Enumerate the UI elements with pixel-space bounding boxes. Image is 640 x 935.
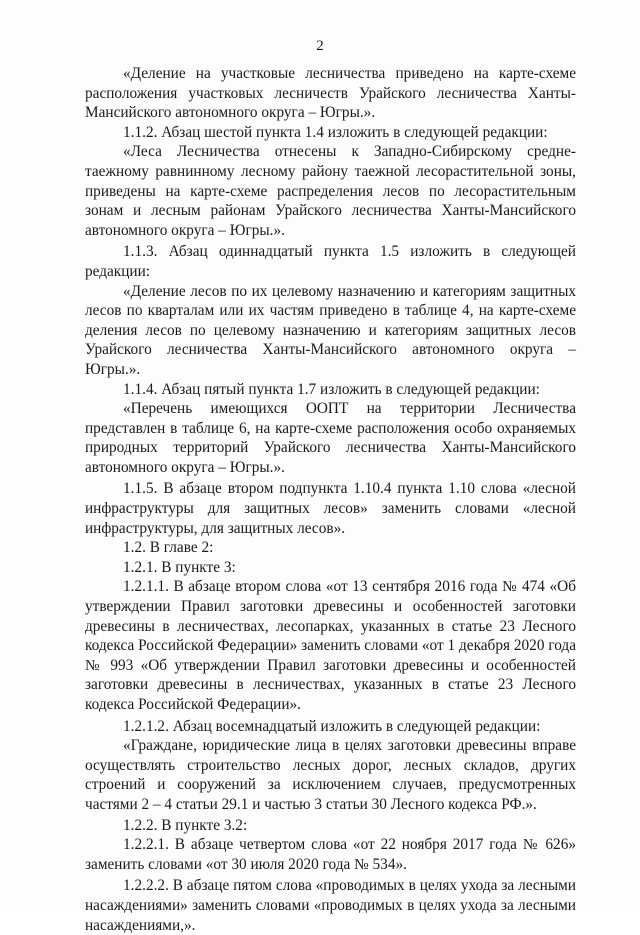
paragraph-7: «Перечень имеющихся ООПТ на территории Лесничества представлен в таблице 6, на карте-схеме расположения особо охраняемых природных территорий Урайского лесничества Ханты-Мансийского автономного округа – Югры.». (85, 400, 576, 476)
paragraph-14: 1.2.2. В пункте 3.2: (123, 816, 248, 834)
paragraph-3: «Леса Лесничества отнесены к Западно-Сибирскому средне-таежному равнинному лесному району таежной лесорастительной зоны, приведены на карте-схеме распределения лесов по лесорастительным зонам и лесным районам Урайского лесничества Ханты-Мансийского автономного округа – Югры.». (85, 143, 576, 239)
paragraph-1: «Деление на участковые лесничества приведено на карте-схеме расположения участковых лесничеств Урайского лесничества Ханты-Мансийского автономного округа – Югры.». (85, 65, 576, 122)
document-body (85, 64, 576, 935)
paragraph-2: 1.1.2. Абзац шестой пункта 1.4 изложить в следующей редакции: (123, 123, 548, 141)
paragraph-4: 1.1.3. Абзац одиннадцатый пункта 1.5 изложить в следующей редакции: (85, 243, 576, 280)
paragraph-11: 1.2.1.1. В абзаце втором слова «от 13 сентября 2016 года № 474 «Об утверждении Правил заготовки древесины и особенностей заготовки древесины в лесничествах, лесопарках, указанных в статье 23 Лесного кодекса Российской Федерации» заменить словами «от 1 декабря 2020 года № 993 «Об утверждении Правил заготовки древесины и особенностей заготовки древесины в лесничествах, указанных в статье 23 Лесного кодекса Российской Федерации». (85, 578, 576, 713)
paragraph-15: 1.2.2.1. В абзаце четвертом слова «от 22 ноября 2017 года № 626» заменить словами «от 30 июля 2020 года № 534». (85, 836, 576, 873)
paragraph-6: 1.1.4. Абзац пятый пункта 1.7 изложить в следующей редакции: (123, 380, 540, 398)
paragraph-12: 1.2.1.2. Абзац восемнадцатый изложить в следующей редакции: (123, 717, 541, 735)
paragraph-13: «Граждане, юридические лица в целях заготовки древесины вправе осуществлять строительство лесных дорог, лесных складов, других строений и сооружений за исключением случаев, предусмотренных частями 2 – 4 статьи 29.1 и частью 3 статьи 30 Лесного кодекса РФ.». (85, 737, 576, 813)
page-number: 2 (316, 38, 324, 54)
paragraph-10: 1.2.1. В пункте 3: (123, 558, 236, 576)
paragraph-8: 1.1.5. В абзаце втором подпункта 1.10.4 пункта 1.10 слова «лесной инфраструктуры для защитных лесов» заменить словами «лесной инфраструктуры, для защитных лесов». (85, 480, 576, 537)
paragraph-16: 1.2.2.2. В абзаце пятом слова «проводимых в целях ухода за лесными насаждениями» заменить словами «проводимых в целях ухода за лесными насаждениями,». (85, 877, 576, 934)
paragraph-9: 1.2. В главе 2: (123, 539, 214, 557)
paragraph-5: «Деление лесов по их целевому назначению и категориям защитных лесов по кварталам или их частям приведено в таблице 4, на карте-схеме деления лесов по целевому назначению и категориям защитных лесов Урайского лесничества Ханты-Мансийского автономного округа – Югры.». (85, 282, 576, 378)
